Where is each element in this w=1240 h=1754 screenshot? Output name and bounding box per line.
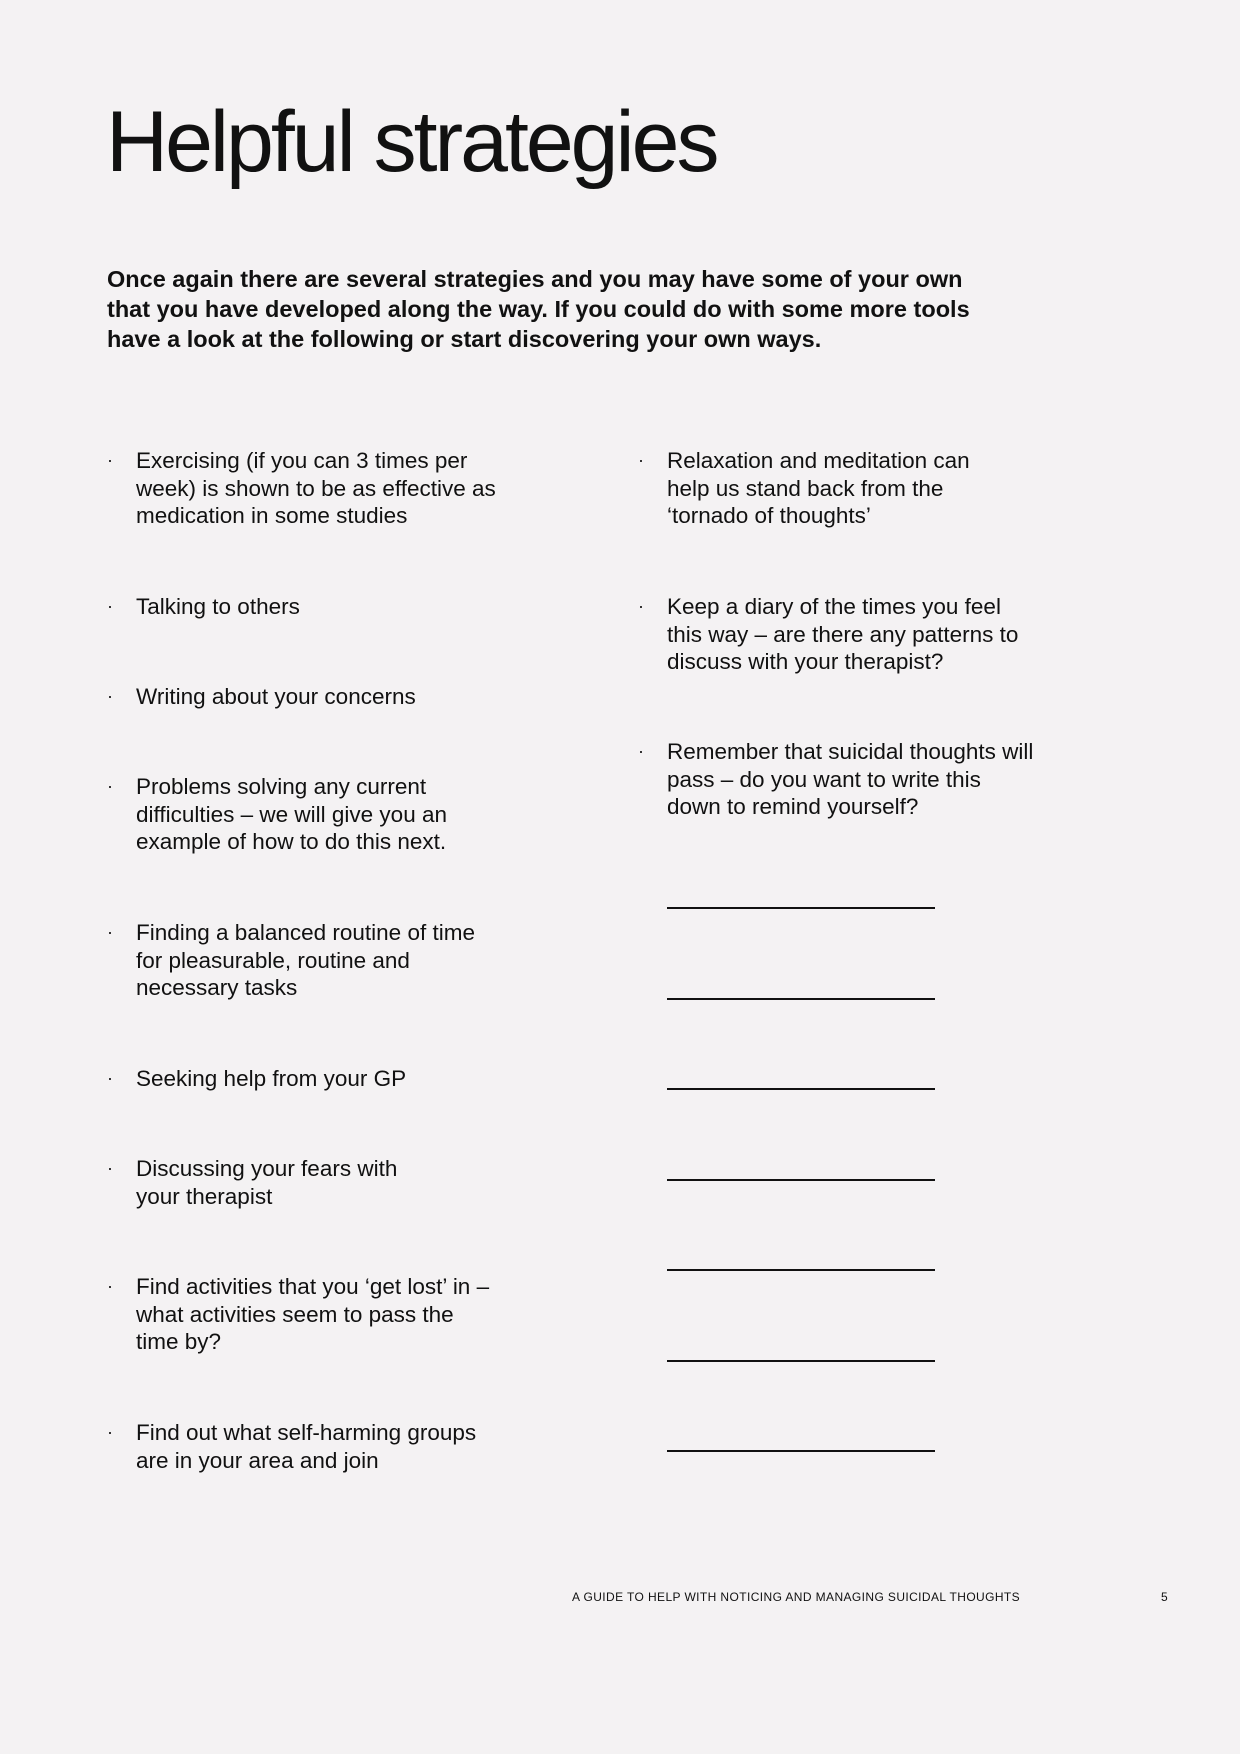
list-item <box>107 447 507 530</box>
list-item-text: Find activities that you ‘get lost’ in – what activities seem to pass the time by? <box>136 1274 490 1354</box>
list-item-text: Find out what self-harming groups are in your area and join <box>136 1420 477 1473</box>
bullet-icon: · <box>638 741 644 761</box>
writing-line[interactable] <box>667 1360 935 1362</box>
list-item <box>107 1273 507 1356</box>
writing-line[interactable] <box>667 1269 935 1271</box>
bullet-icon: · <box>107 450 113 470</box>
list-item <box>107 1419 507 1474</box>
bullet-icon: · <box>638 450 644 470</box>
list-item <box>638 593 1048 676</box>
list-item-text: Exercising (if you can 3 times per week) is shown to be as effective as medication in some studies <box>136 448 496 528</box>
intro-paragraph: Once again there are several strategies and you may have some of your own that you have developed along the way. If you could do with some more tools have a look at the following or start discovering your own ways. <box>107 266 970 352</box>
footer-guide-title: A GUIDE TO HELP WITH NOTICING AND MANAGING SUICIDAL THOUGHTS <box>572 1590 1021 1604</box>
bullet-icon: · <box>107 686 113 706</box>
list-item-text: Keep a diary of the times you feel this way – are there any patterns to discuss with your therapist? <box>667 594 1019 674</box>
page-number: 5 <box>1161 1590 1168 1604</box>
bullet-icon: · <box>107 596 113 616</box>
bullet-icon: · <box>107 1422 113 1442</box>
list-item-text: Problems solving any current difficulties – we will give you an example of how to do this next. <box>136 774 447 854</box>
list-item-text: Seeking help from your GP <box>136 1066 407 1091</box>
bullet-icon: · <box>107 1068 113 1088</box>
list-item <box>107 919 507 1002</box>
bullet-icon: · <box>107 1276 113 1296</box>
list-item <box>638 447 1048 530</box>
list-item <box>107 773 507 856</box>
bullet-icon: · <box>638 596 644 616</box>
list-item-text: Remember that suicidal thoughts will pass – do you want to write this down to remind yourself? <box>667 739 1034 819</box>
list-item-text: Talking to others <box>136 594 300 619</box>
list-item <box>107 1065 507 1093</box>
list-item <box>107 593 507 621</box>
bullet-icon: · <box>107 1158 113 1178</box>
bullet-icon: · <box>107 922 113 942</box>
list-item <box>107 1155 507 1210</box>
writing-line[interactable] <box>667 1179 935 1181</box>
list-item-text: Writing about your concerns <box>136 684 416 709</box>
writing-line[interactable] <box>667 1088 935 1090</box>
writing-line[interactable] <box>667 1450 935 1452</box>
list-item <box>107 683 507 711</box>
list-item-text: Discussing your fears with your therapist <box>136 1156 398 1209</box>
bullet-icon: · <box>107 776 113 796</box>
list-item-text: Finding a balanced routine of time for pleasurable, routine and necessary tasks <box>136 920 475 1000</box>
list-item <box>638 738 1048 821</box>
page-title: Helpful strategies <box>106 94 717 190</box>
writing-line[interactable] <box>667 907 935 909</box>
writing-line[interactable] <box>667 998 935 1000</box>
list-item-text: Relaxation and meditation can help us stand back from the ‘tornado of thoughts’ <box>667 448 970 528</box>
